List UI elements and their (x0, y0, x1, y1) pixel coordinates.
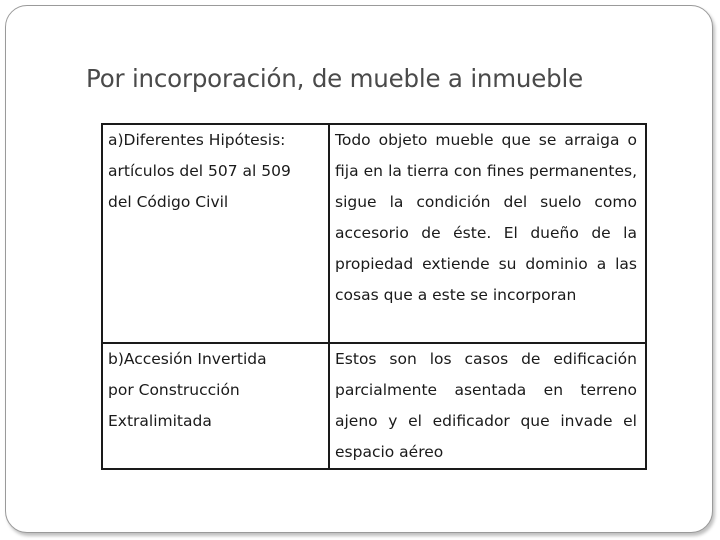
slide-title: Por incorporación, de mueble a inmueble (86, 64, 583, 93)
description-text: Estos son los casos de edificación parcialmente asentada en terreno ajeno y el edificador que invade el espacio aéreo (335, 350, 637, 461)
table-cell-description (329, 343, 646, 469)
slide-frame (5, 5, 713, 533)
hypothesis-text: b)Accesión Invertida por Construcción Extralimitada (108, 350, 267, 430)
table-row (102, 124, 646, 343)
description-text: Todo objeto mueble que se arraiga o fija en la tierra con fines permanentes, sigue la condición del suelo como accesorio de éste. El dueño de la propiedad extiende su dominio a las cosas que a este se incorporan (335, 131, 637, 304)
table-row (102, 343, 646, 469)
table-cell-description (329, 124, 646, 343)
hypothesis-text: a)Diferentes Hipótesis: artículos del 507 al 509 del Código Civil (108, 131, 291, 211)
table-cell-hypothesis (102, 343, 329, 469)
content-table (101, 123, 647, 470)
table-cell-hypothesis (102, 124, 329, 343)
